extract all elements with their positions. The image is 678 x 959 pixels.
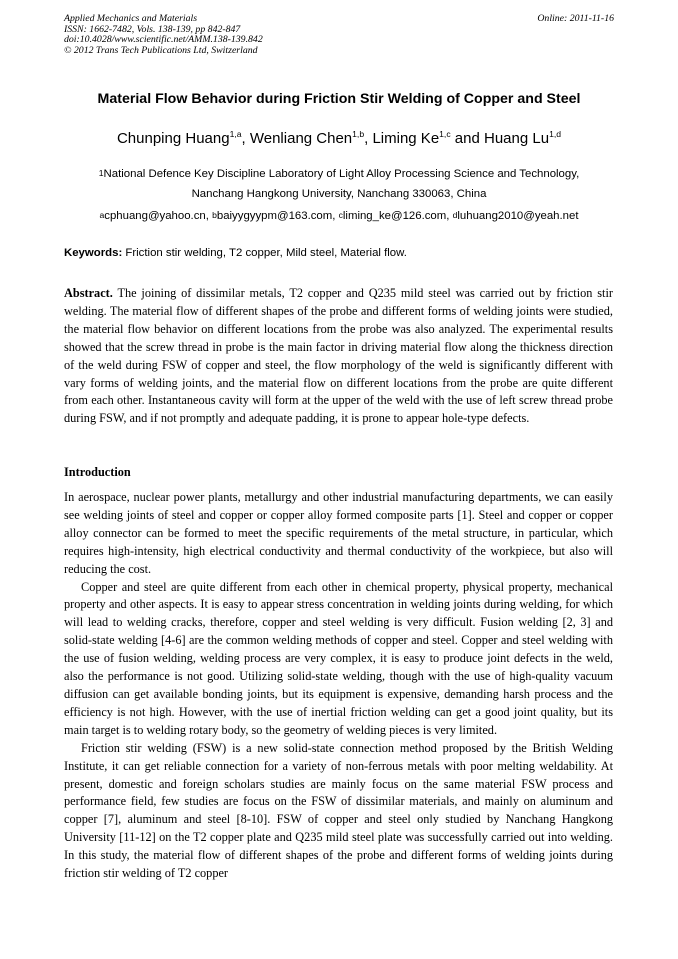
author-separator: , xyxy=(241,130,250,147)
online-date: Online: 2011-11-16 xyxy=(537,13,614,24)
affiliation-mark: 1 xyxy=(98,168,104,178)
author-affiliation-mark: 1,d xyxy=(549,129,562,139)
author-separator: and xyxy=(450,130,484,147)
email-mark: d xyxy=(452,210,458,220)
author-name: Liming Ke xyxy=(372,130,440,147)
affiliation xyxy=(40,164,638,204)
introduction-heading: Introduction xyxy=(64,465,131,479)
keywords-text: Friction stir welding, T2 copper, Mild steel, Material flow. xyxy=(122,247,407,259)
journal-name: Applied Mechanics and Materials xyxy=(64,13,198,24)
author-affiliation-mark: 1,a xyxy=(229,129,242,139)
author-affiliation-mark: 1,c xyxy=(439,129,451,139)
author-affiliation-mark: 1,b xyxy=(352,129,365,139)
author-separator: , xyxy=(364,130,373,147)
email-address: luhuang2010@yeah.net xyxy=(457,210,579,222)
issn-line: ISSN: 1662-7482, Vols. 138-139, pp 842-847 xyxy=(64,23,241,35)
author-name: Huang Lu xyxy=(484,130,550,147)
email-list xyxy=(40,206,638,226)
author-name: Chunping Huang xyxy=(116,130,230,147)
paragraph: Copper and steel are quite different from each other in chemical property, physical property, mechanical property and other aspects. It is easy to appear stress concentration in welding joints during welding, for which will lead to welding cracks, therefore, copper and steel welding is very difficult. Fusion welding [2, 3] and solid-state welding [4-6] are the common welding methods of copper and steel. Copper and steel welding with the use of fusion welding, welding process are very complex, it is easy to produce joint defects in the weld, also the performance is not good. Utilizing solid-state welding, though with the use of high-quality vacuum diffusion can get available bonding joints, but its equipment is expensive, demanding harsh process and the efficiency is not high. However, with the use of inertial friction welding can get a good joint quality, but its main target is to welding rotary body, so the geometry of welding pieces is very limited. xyxy=(64,579,613,737)
doi-line: doi:10.4028/www.scientific.net/AMM.138-139.842 xyxy=(64,34,263,46)
email-address: liming_ke@126.com, xyxy=(342,210,453,222)
copyright-line: © 2012 Trans Tech Publications Ltd, Switzerland xyxy=(64,44,258,56)
affiliation-line-2: Nanchang Hangkong University, Nanchang 330063, China xyxy=(191,188,487,200)
email-mark: a xyxy=(99,210,105,220)
abstract-label: Abstract. xyxy=(64,286,113,300)
paragraph: Friction stir welding (FSW) is a new solid-state connection method proposed by the British Welding Institute, it can get reliable connection for a variety of non-ferrous metals with poor melting weldability. At present, domestic and foreign scholars studies are mainly focus on the same material FSW process and performance field, few studies are focus on the FSW of dissimilar materials, and mainly on aluminum and copper [7], aluminum and steel [8-10]. FSW of copper and steel only studied by Nanchang Hangkong University [11-12] on the T2 copper plate and Q235 mild steel plate was successfully carried out into welding. In this study, the material flow of different shapes of the probe and different forms of welding joints during friction stir welding of T2 copper xyxy=(64,740,613,881)
abstract-text: The joining of dissimilar metals, T2 copper and Q235 mild steel was carried out by friction stir welding. The material flow of different shapes of the probe and different forms of welding joints were studied, the material flow behavior on different locations from the probe was also analyzed. The experimental results showed that the screw thread in probe is the main factor in driving material flow along the thickness direction of the weld during FSW of copper and steel, the flow morphology of the weld is significantly different with vary forms of welding joints, and the material flow on different locations from the probe are quite different from each other. Instantaneous cavity will form at the upper of the weld with the use of left screw thread probe during FSW, and if not promptly and adequate padding, it is prone to appear hole-type defects. xyxy=(64,286,613,426)
paper-title: Material Flow Behavior during Friction Stir Welding of Copper and Steel xyxy=(97,91,581,107)
paragraph: In aerospace, nuclear power plants, metallurgy and other industrial manufacturing departments, we can easily see welding joints of steel and copper or copper alloy formed composite parts [1]. Steel and copper or copper alloy connector can be formed to meet the specific requirements of the metal structure, in particular, which requires high-intensity, high electrical conductivity and thermal conductivity of the workpiece, but also will reducing the cost. xyxy=(64,490,613,576)
abstract xyxy=(64,285,613,428)
email-address: baiyygyypm@163.com, xyxy=(216,210,339,222)
email-mark: c xyxy=(338,210,343,220)
journal-header xyxy=(64,14,614,56)
introduction-body xyxy=(64,489,613,883)
affiliation-line-1 xyxy=(40,164,638,184)
keywords xyxy=(64,247,614,259)
email-address: cphuang@yahoo.cn, xyxy=(104,210,213,222)
email-mark: b xyxy=(212,210,217,220)
author-name: Wenliang Chen xyxy=(249,130,353,147)
affiliation-text: National Defence Key Discipline Laboratory of Light Alloy Processing Science and Technology, xyxy=(103,168,580,180)
keywords-label: Keywords: xyxy=(64,247,123,259)
author-list xyxy=(40,130,638,147)
